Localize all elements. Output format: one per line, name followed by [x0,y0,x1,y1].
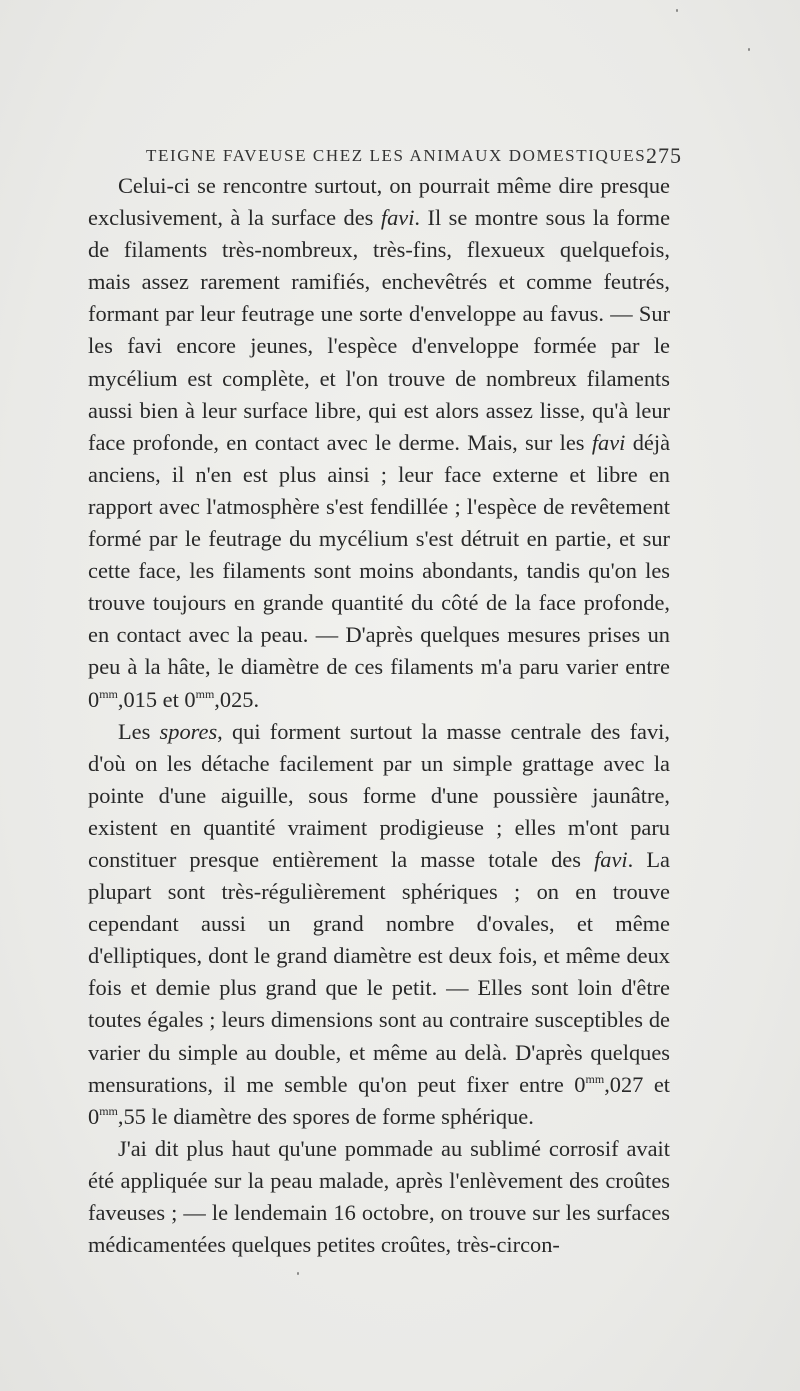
body-text [88,170,670,1261]
text-run: ,015 et 0 [117,686,196,712]
text-run: ,55 le diamètre des spores de forme sphérique. [117,1103,534,1129]
italic-term: favi [594,846,628,872]
text-run: Celui-ci se rencontre surtout, on pourrait même dire presque exclusivement, à la surface des [88,173,670,231]
unit-superscript: mm [585,1071,605,1086]
text-run: . Il se montre sous la forme de filaments très-nombreux, très-fins, flexueux quelquefois, mais assez rarement ramifiés, enchevêtrés et comme feutrés, formant par leur feutrage une sorte d'enveloppe au favus. — Sur les favi encore jeunes, l'espèce d'enveloppe formée par le mycélium est complète, et l'on trouve de nombreux filaments aussi bien à leur surface libre, qui est alors assez lisse, qu'à leur face profonde, en contact avec le derme. Mais, sur les [88,205,671,455]
paragraph [88,1133,670,1261]
page-number: 275 [646,143,682,168]
unit-superscript: mm [99,686,118,701]
text-run: . La plupart sont très-régulièrement sphériques ; on en trouve cependant aussi un grand nombre d'ovales, et même d'elliptiques, dont le grand diamètre est deux fois, et même deux fois et demie plus grand que le petit. — Elles sont loin d'être toutes égales ; leurs dimensions sont au contraire susceptibles de varier du simple au double, et même au delà. D'après quelques mensurations, il me semble qu'on peut fixer entre 0 [88,846,670,1097]
italic-term: spores [159,718,218,744]
paragraph [88,716,670,1133]
print-speck [297,1272,299,1275]
text-run: ,025. [214,686,260,712]
print-speck [748,48,750,51]
italic-term: favi [591,429,626,455]
unit-superscript: mm [99,1103,118,1118]
running-title: TEIGNE FAVEUSE CHEZ LES ANIMAUX DOMESTIQUES. [146,146,653,165]
unit-superscript: mm [195,686,215,701]
print-speck [676,9,678,12]
italic-term: favi [380,205,415,231]
text-run: ,027 et 0 [88,1071,670,1129]
page-header [146,143,682,171]
text-run: J'ai dit plus haut qu'une pommade au sublimé corrosif avait été appliquée sur la peau malade, après l'enlèvement des croûtes faveuses ; — le lendemain 16 octobre, on trouve sur les surfaces médicamentées quelques petites croûtes, très-circon- [88,1135,670,1258]
text-run: , qui forment surtout la masse centrale des favi, d'où on les détache facilement par un simple grattage avec la pointe d'une aiguille, sous forme d'une poussière jaunâtre, existent en quantité vraiment prodigieuse ; elles m'ont paru constituer presque entièrement la masse totale des [88,718,670,872]
text-run: Les [118,718,160,744]
text-run: déjà anciens, il n'en est plus ainsi ; leur face externe et libre en rapport avec l'atmosphère s'est fendillée ; l'espèce de revêtement formé par le feutrage du mycélium s'est détruit en partie, et sur cette face, les filaments sont moins abondants, tandis qu'on les trouve toujours en grande quantité du côté de la face profonde, en contact avec la peau. — D'après quelques mesures prises un peu à la hâte, le diamètre de ces filaments m'a paru varier entre 0 [88,429,671,712]
paragraph [88,170,670,716]
